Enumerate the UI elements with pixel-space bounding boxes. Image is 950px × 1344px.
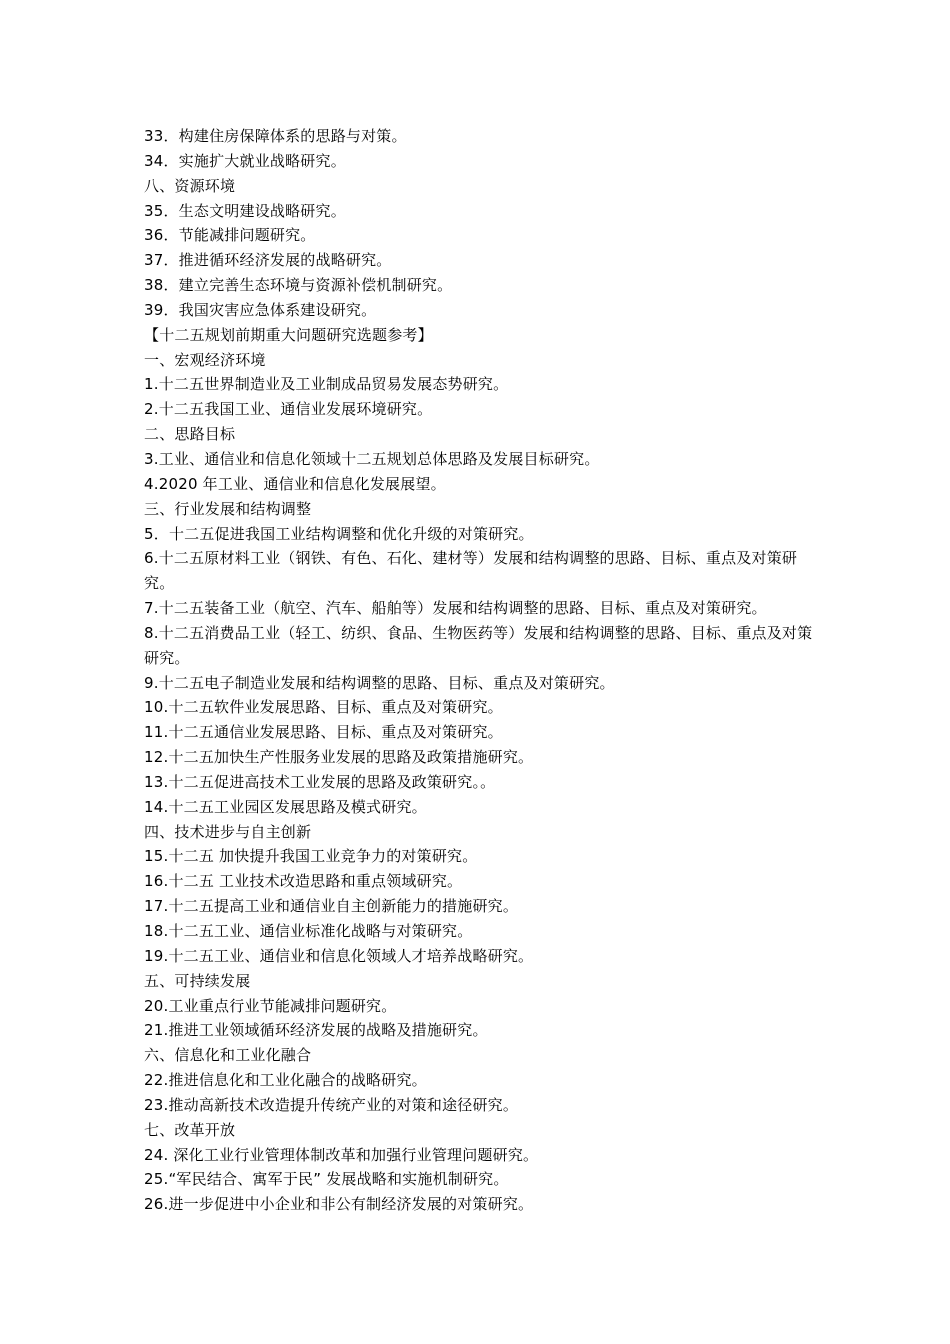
list-item: 36．节能减排问题研究。 bbox=[144, 226, 316, 245]
list-item: 23.推动高新技术改造提升传统产业的对策和途径研究。 bbox=[144, 1095, 519, 1114]
list-item: 10.十二五软件业发展思路、目标、重点及对策研究。 bbox=[144, 698, 503, 717]
list-item: 12.十二五加快生产性服务业发展的思路及政策措施研究。 bbox=[144, 748, 534, 767]
section-heading: 四、技术进步与自主创新 bbox=[144, 822, 312, 841]
list-item: 39．我国灾害应急体系建设研究。 bbox=[144, 300, 377, 319]
list-item: 24. 深化工业行业管理体制改革和加强行业管理问题研究。 bbox=[144, 1145, 539, 1164]
list-item: 25.“军民结合、寓军于民” 发展战略和实施机制研究。 bbox=[144, 1170, 509, 1189]
list-item: 7.十二五装备工业（航空、汽车、船舶等）发展和结构调整的思路、目标、重点及对策研究。 bbox=[144, 599, 767, 618]
list-item: 4.2020 年工业、通信业和信息化发展展望。 bbox=[144, 474, 446, 493]
list-item: 16.十二五 工业技术改造思路和重点领域研究。 bbox=[144, 872, 463, 891]
list-item: 5．十二五促进我国工业结构调整和优化升级的对策研究。 bbox=[144, 524, 534, 543]
list-item: 18.十二五工业、通信业标准化战略与对策研究。 bbox=[144, 922, 473, 940]
list-item: 34．实施扩大就业战略研究。 bbox=[144, 151, 346, 170]
list-item: 8.十二五消费品工业（轻工、纺织、食品、生物医药等）发展和结构调整的思路、目标、重点及对策研究。 bbox=[144, 623, 813, 667]
list-item: 15.十二五 加快提升我国工业竞争力的对策研究。 bbox=[144, 847, 478, 866]
document-title: 【十二五规划前期重大问题研究选题参考】 bbox=[144, 325, 433, 344]
list-item: 35．生态文明建设战略研究。 bbox=[144, 201, 346, 220]
list-item: 1.十二五世界制造业及工业制成品贸易发展态势研究。 bbox=[144, 375, 509, 394]
list-item: 3.工业、通信业和信息化领域十二五规划总体思路及发展目标研究。 bbox=[144, 449, 600, 468]
list-item: 19.十二五工业、通信业和信息化领域人才培养战略研究。 bbox=[144, 946, 534, 965]
list-item: 9.十二五电子制造业发展和结构调整的思路、目标、重点及对策研究。 bbox=[144, 673, 615, 692]
list-item: 6.十二五原材料工业（钢铁、有色、石化、建材等）发展和结构调整的思路、目标、重点及对策研究。 bbox=[144, 549, 798, 593]
section-heading: 一、宏观经济环境 bbox=[144, 350, 266, 369]
list-item: 20.工业重点行业节能减排问题研究。 bbox=[144, 996, 397, 1015]
list-item: 37．推进循环经济发展的战略研究。 bbox=[144, 251, 392, 270]
list-item: 33．构建住房保障体系的思路与对策。 bbox=[144, 127, 407, 145]
list-item: 17.十二五提高工业和通信业自主创新能力的措施研究。 bbox=[144, 897, 519, 916]
document-body bbox=[144, 124, 814, 1217]
section-heading: 六、信息化和工业化融合 bbox=[144, 1046, 312, 1065]
list-item: 26.进一步促进中小企业和非公有制经济发展的对策研究。 bbox=[144, 1195, 534, 1214]
list-item: 14.十二五工业园区发展思路及模式研究。 bbox=[144, 797, 427, 816]
section-heading: 七、改革开放 bbox=[144, 1120, 236, 1139]
section-heading: 二、思路目标 bbox=[144, 425, 236, 444]
list-item: 21.推进工业领域循环经济发展的战略及措施研究。 bbox=[144, 1021, 488, 1040]
list-item: 38．建立完善生态环境与资源补偿机制研究。 bbox=[144, 276, 453, 295]
list-item: 22.推进信息化和工业化融合的战略研究。 bbox=[144, 1071, 427, 1090]
section-heading: 五、可持续发展 bbox=[144, 971, 251, 990]
list-item: 13.十二五促进高技术工业发展的思路及政策研究。。 bbox=[144, 772, 496, 791]
section-heading: 三、行业发展和结构调整 bbox=[144, 499, 312, 518]
list-item: 2.十二五我国工业、通信业发展环境研究。 bbox=[144, 400, 433, 419]
section-heading: 八、资源环境 bbox=[144, 176, 236, 195]
list-item: 11.十二五通信业发展思路、目标、重点及对策研究。 bbox=[144, 723, 503, 742]
